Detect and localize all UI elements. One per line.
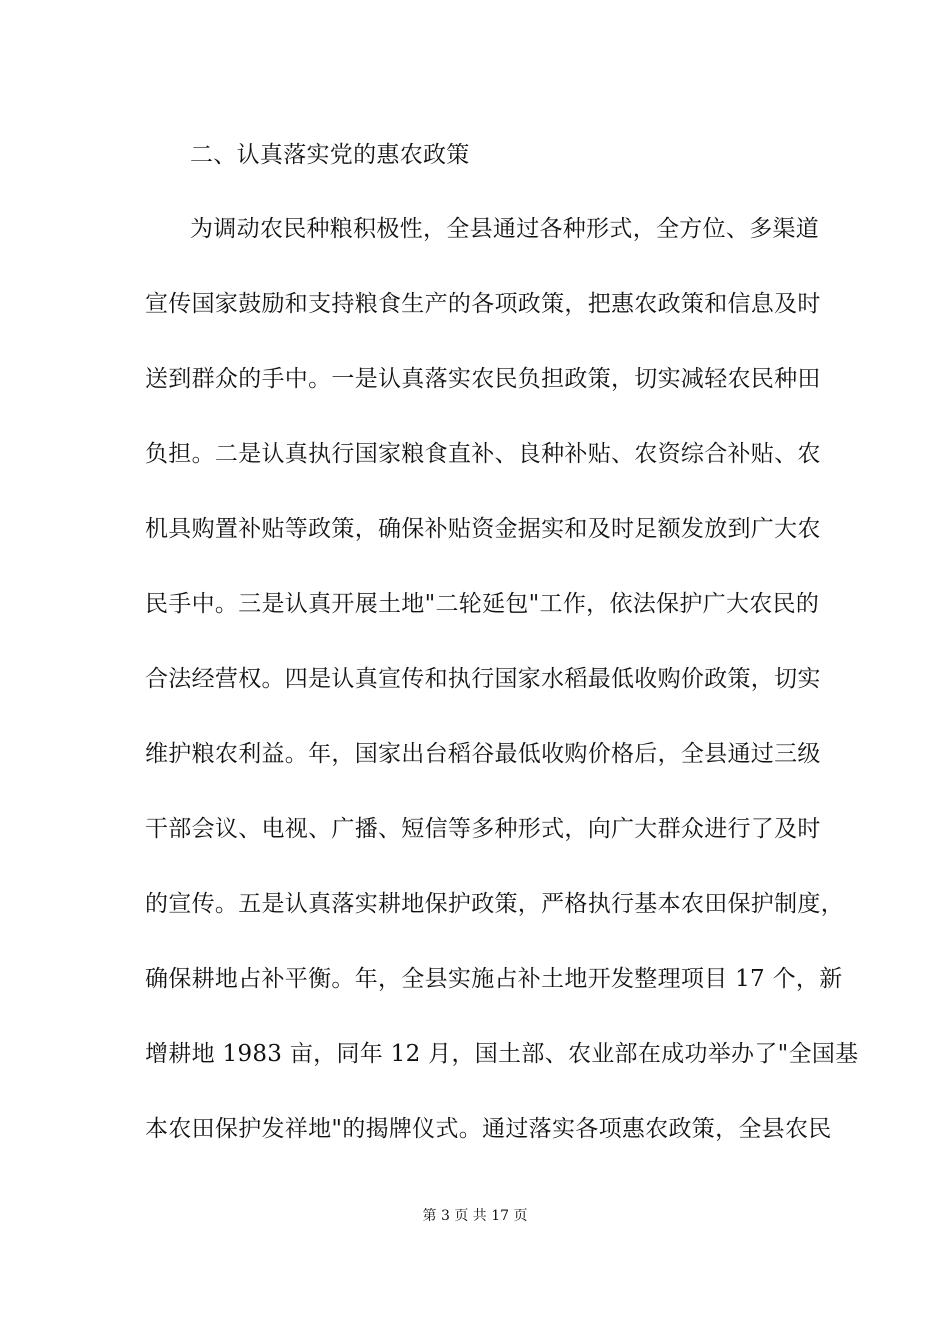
footer-total-word: 共 (472, 1208, 487, 1224)
section-heading: 二、认真落实党的惠农政策 (190, 142, 470, 168)
footer-total-pages: 17 (491, 1208, 510, 1224)
page-footer (0, 1207, 950, 1225)
paragraph-line: 维护粮农利益。年，国家出台稻谷最低收购价格后，全县通过三级 (145, 741, 821, 767)
paragraph-line: 机具购置补贴等政策，确保补贴资金据实和及时足额发放到广大农 (145, 516, 821, 542)
paragraph-line: 送到群众的手中。一是认真落实农民负担政策，切实减轻农民种田 (145, 366, 821, 392)
footer-suffix: 页 (513, 1208, 528, 1224)
paragraph-line: 民手中。三是认真开展土地"二轮延包"工作，依法保护广大农民的 (145, 591, 820, 617)
footer-prefix: 第 (422, 1208, 437, 1224)
paragraph-line: 宣传国家鼓励和支持粮食生产的各项政策，把惠农政策和信息及时 (145, 291, 821, 317)
paragraph-line: 确保耕地占补平衡。年，全县实施占补土地开发整理项目 17 个，新 (145, 966, 843, 992)
footer-current-page: 3 (440, 1208, 450, 1224)
paragraph-line: 增耕地 1983 亩，同年 12 月，国土部、农业部在成功举办了"全国基 (145, 1041, 859, 1067)
paragraph-line: 的宣传。五是认真落实耕地保护政策，严格执行基本农田保护制度， (145, 891, 844, 917)
paragraph-line: 为调动农民种粮积极性，全县通过各种形式，全方位、多渠道 (190, 216, 820, 242)
paragraph-line: 合法经营权。四是认真宣传和执行国家水稻最低收购价政策，切实 (145, 666, 821, 692)
paragraph-line: 负担。二是认真执行国家粮食直补、良种补贴、农资综合补贴、农 (145, 441, 821, 467)
paragraph-line: 本农田保护发祥地"的揭牌仪式。通过落实各项惠农政策，全县农民 (145, 1116, 832, 1142)
footer-page-word: 页 (454, 1208, 469, 1224)
paragraph-line: 干部会议、电视、广播、短信等多种形式，向广大群众进行了及时 (145, 816, 821, 842)
